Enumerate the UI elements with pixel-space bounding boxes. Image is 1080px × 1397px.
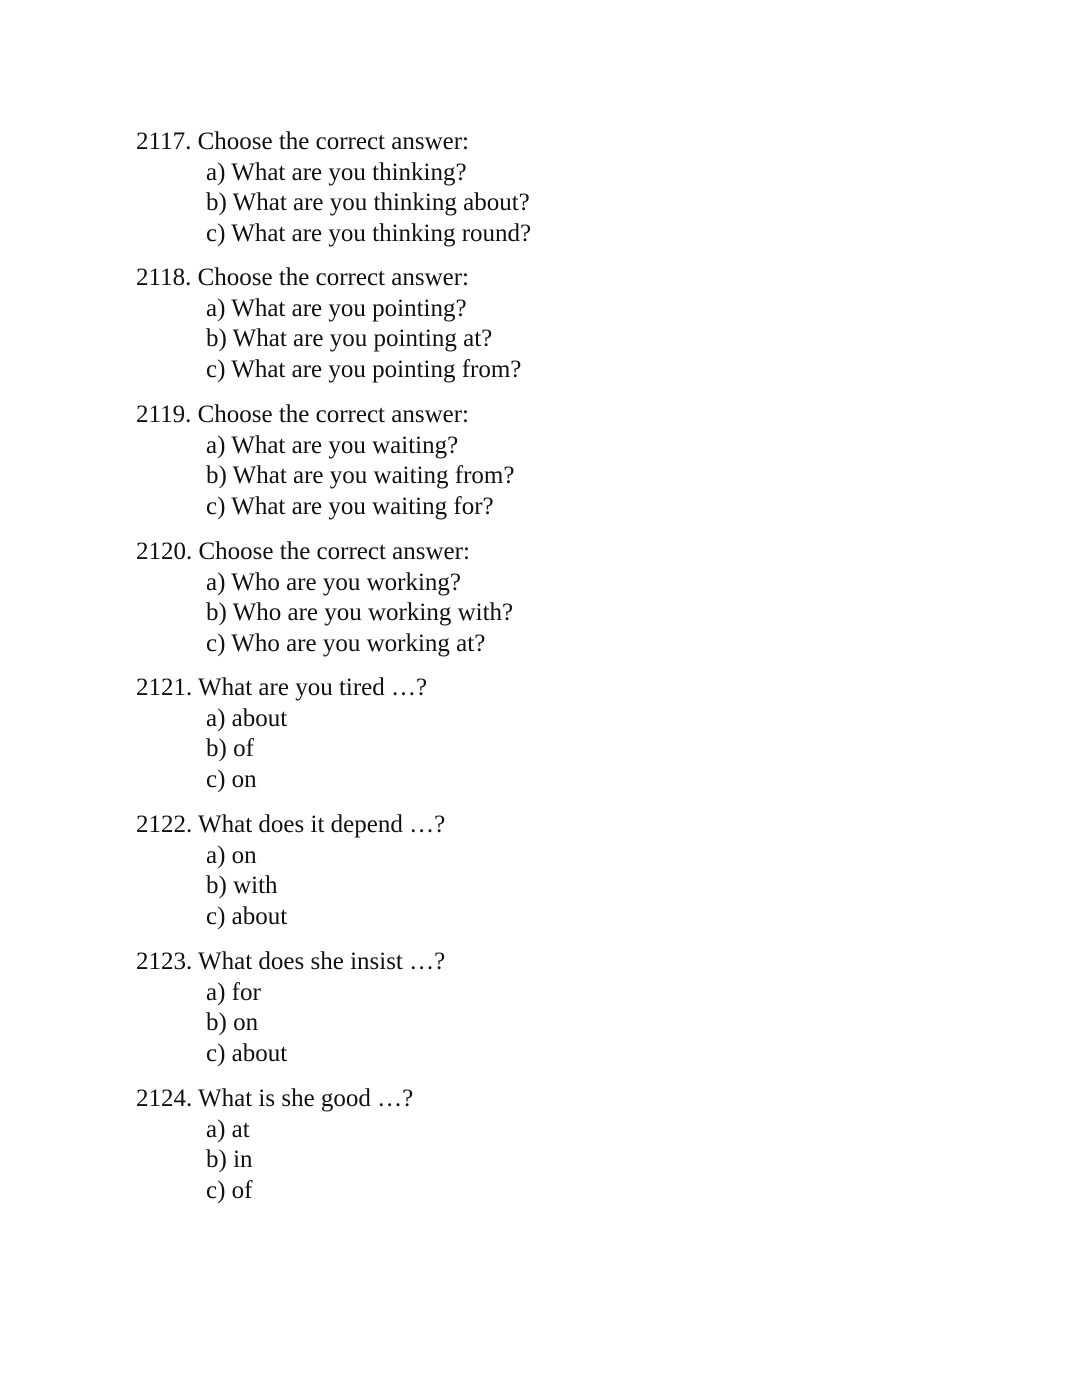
question-2122 — [136, 810, 936, 932]
option-a: a) What are you waiting? — [206, 431, 459, 459]
question-2117 — [136, 127, 936, 249]
option-c: c) of — [206, 1176, 253, 1204]
question-text: 2121. What are you tired …? — [136, 674, 428, 701]
option-b: b) What are you pointing at? — [206, 325, 493, 352]
question-2118 — [136, 263, 936, 385]
question-text: 2120. Choose the correct answer: — [136, 538, 470, 565]
question-text: 2119. Choose the correct answer: — [136, 401, 469, 428]
option-c: c) about — [206, 902, 288, 930]
option-b: b) in — [206, 1146, 253, 1173]
option-c: c) about — [206, 1039, 288, 1067]
option-a: a) for — [206, 978, 261, 1006]
option-b: b) Who are you working with? — [206, 599, 514, 626]
question-text: 2123. What does she insist …? — [136, 948, 446, 975]
question-text: 2118. Choose the correct answer: — [136, 264, 469, 291]
question-text: 2124. What is she good …? — [136, 1085, 414, 1112]
question-text: 2122. What does it depend …? — [136, 811, 446, 838]
question-2120 — [136, 537, 936, 659]
option-b: b) What are you waiting from? — [206, 462, 515, 489]
question-2119 — [136, 400, 936, 522]
option-a: a) Who are you working? — [206, 568, 462, 596]
question-text: 2117. Choose the correct answer: — [136, 128, 469, 155]
option-a: a) at — [206, 1115, 250, 1143]
option-c: c) What are you pointing from? — [206, 355, 522, 383]
option-a: a) on — [206, 841, 257, 869]
question-2124 — [136, 1084, 936, 1206]
option-a: a) about — [206, 704, 288, 732]
option-c: c) Who are you working at? — [206, 629, 486, 657]
option-b: b) on — [206, 1009, 259, 1036]
option-a: a) What are you pointing? — [206, 294, 467, 322]
question-2123 — [136, 947, 936, 1069]
option-b: b) What are you thinking about? — [206, 189, 530, 216]
option-a: a) What are you thinking? — [206, 158, 467, 186]
option-b: b) with — [206, 872, 278, 899]
option-b: b) of — [206, 735, 254, 762]
option-c: c) on — [206, 765, 257, 793]
option-c: c) What are you thinking round? — [206, 219, 532, 247]
option-c: c) What are you waiting for? — [206, 492, 494, 520]
question-2121 — [136, 673, 936, 795]
